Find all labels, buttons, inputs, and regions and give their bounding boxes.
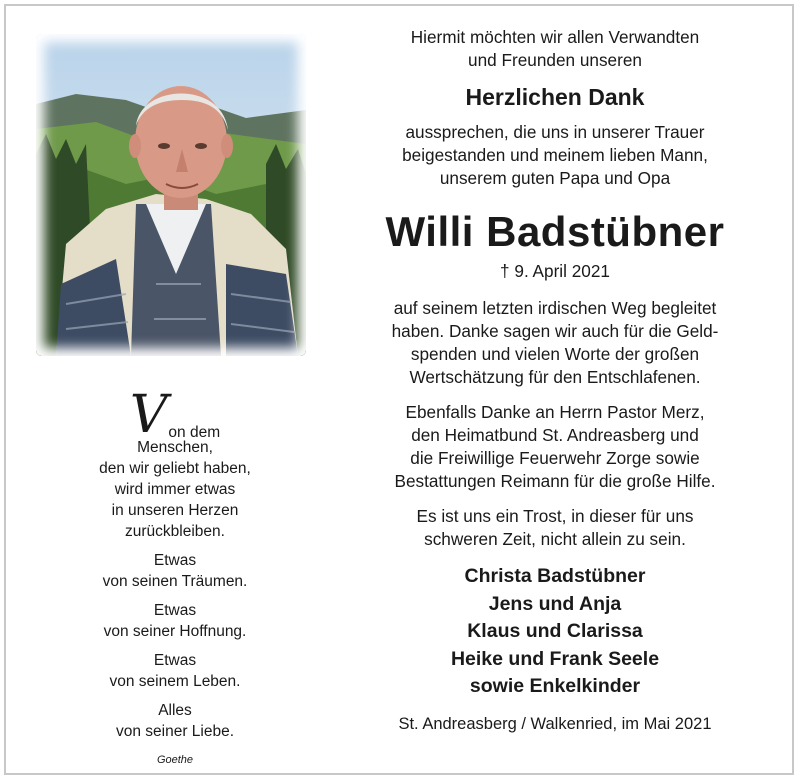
thanks-paragraph: aussprechen, die uns in unserer Trauer beigestanden und meinem lieben Mann, unserem guten Papa und Opa	[402, 122, 708, 188]
poem-stanza-1: Menschen, den wir geliebt haben, wird immer etwas in unseren Herzen zurückbleiben.	[99, 439, 251, 540]
family-member: Jens und Anja	[488, 592, 622, 615]
death-date: † 9. April 2021	[500, 261, 610, 281]
poem-stanza-4: Etwas von seinem Leben.	[109, 652, 241, 690]
poem-author: Goethe	[156, 754, 194, 766]
obituary-card	[4, 4, 794, 775]
portrait-photo	[36, 34, 306, 356]
thanks-heading: Herzlichen Dank	[465, 84, 645, 110]
poem	[66, 378, 284, 771]
main-text	[336, 26, 774, 736]
deceased-name: Willi Badstübner	[385, 208, 725, 255]
poem-stanza-3: Etwas von seiner Hoffnung.	[103, 602, 247, 640]
poem-stanza-5: Alles von seiner Liebe.	[115, 702, 235, 740]
paragraph-acknowledgements: Ebenfalls Danke an Herrn Pastor Merz, den Heimatbund St. Andreasberg und die Freiwillige Feuerwehr Zorge sowie Bestattungen Reimann für die große Hilfe.	[394, 402, 716, 491]
family-member: Christa Badstübner	[464, 565, 646, 587]
poem-stanza-2: Etwas von seinen Träumen.	[102, 552, 248, 590]
poem-dropcap: V	[129, 385, 168, 445]
poem-first-words: on dem	[168, 424, 221, 441]
paragraph-guidance: auf seinem letzten irdischen Weg begleitet haben. Danke sagen wir auch für die Geld- spenden und vielen Worte der großen Wertschätzung für den Entschlafenen.	[391, 298, 719, 387]
place-date-footer: St. Andreasberg / Walkenried, im Mai 2021	[398, 714, 712, 733]
family-signatures	[336, 563, 774, 701]
intro-text: Hiermit möchten wir allen Verwandten und Freunden unseren	[410, 27, 700, 70]
poem-first-line	[66, 378, 284, 443]
family-member: sowie Enkelkinder	[469, 675, 641, 697]
family-member: Klaus und Clarissa	[467, 620, 643, 642]
paragraph-comfort: Es ist uns ein Trost, in dieser für uns schweren Zeit, nicht allein zu sein.	[416, 506, 694, 549]
family-member: Heike und Frank Seele	[450, 647, 660, 670]
